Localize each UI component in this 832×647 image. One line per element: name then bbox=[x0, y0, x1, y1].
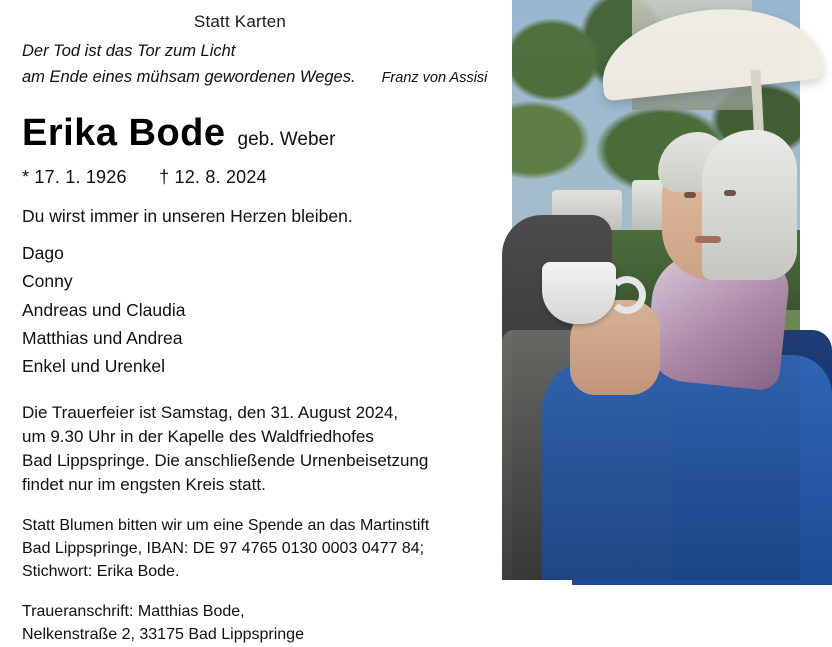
family-list bbox=[22, 239, 498, 381]
photo-person-eye-left bbox=[684, 192, 696, 198]
life-dates bbox=[22, 167, 498, 188]
death-date: † 12. 8. 2024 bbox=[159, 166, 267, 187]
address-line-1: Traueranschrift: Matthias Bode, bbox=[22, 603, 245, 621]
quote-line-2: am Ende eines mühsam gewordenen Weges. bbox=[22, 67, 356, 86]
statt-karten-heading: Statt Karten bbox=[193, 12, 287, 31]
portrait-photo bbox=[512, 0, 800, 580]
deceased-name: Erika Bode bbox=[22, 111, 226, 154]
quote-line-1: Der Tod ist das Tor zum Licht bbox=[22, 42, 236, 60]
list-item: Andreas und Claudia bbox=[22, 299, 186, 320]
deceased-maiden-name: geb. Weber bbox=[237, 128, 336, 150]
list-item: Enkel und Urenkel bbox=[22, 356, 165, 377]
ceremony-line-2: um 9.30 Uhr in der Kapelle des Waldfriedhofes bbox=[22, 426, 374, 446]
list-item: Matthias und Andrea bbox=[22, 327, 183, 348]
donation-line-1: Statt Blumen bitten wir um eine Spende an das Martinstift bbox=[22, 517, 430, 535]
birth-date: * 17. 1. 1926 bbox=[22, 166, 127, 187]
list-item: Conny bbox=[22, 271, 73, 292]
donation-line-2: Bad Lippspringe, IBAN: DE 97 4765 0130 0003 0477 84; bbox=[22, 539, 425, 557]
ceremony-line-4: findet nur im engsten Kreis statt. bbox=[22, 474, 266, 494]
ceremony-line-3: Bad Lippspringe. Die anschließende Urnenbeisetzung bbox=[22, 450, 429, 470]
donation-details bbox=[22, 515, 498, 583]
deceased-name-row bbox=[22, 112, 498, 155]
photo-person-hair bbox=[702, 130, 797, 280]
address-line-2: Nelkenstraße 2, 33175 Bad Lippspringe bbox=[22, 625, 304, 643]
ceremony-line-1: Die Trauerfeier ist Samstag, den 31. August 2024, bbox=[22, 402, 399, 422]
photo-cup bbox=[542, 262, 616, 324]
photo-cup-handle bbox=[608, 276, 646, 314]
list-item: Dago bbox=[22, 242, 64, 263]
quote-line-2-row bbox=[22, 66, 498, 90]
mourning-address bbox=[22, 601, 498, 646]
photo-person-mouth bbox=[695, 236, 721, 243]
donation-line-3: Stichwort: Erika Bode. bbox=[22, 562, 180, 580]
photo-person-eye-right bbox=[724, 190, 736, 196]
memorial-line: Du wirst immer in unseren Herzen bleiben. bbox=[22, 205, 353, 226]
quote-author: Franz von Assisi bbox=[381, 69, 488, 86]
ceremony-details bbox=[22, 401, 498, 498]
